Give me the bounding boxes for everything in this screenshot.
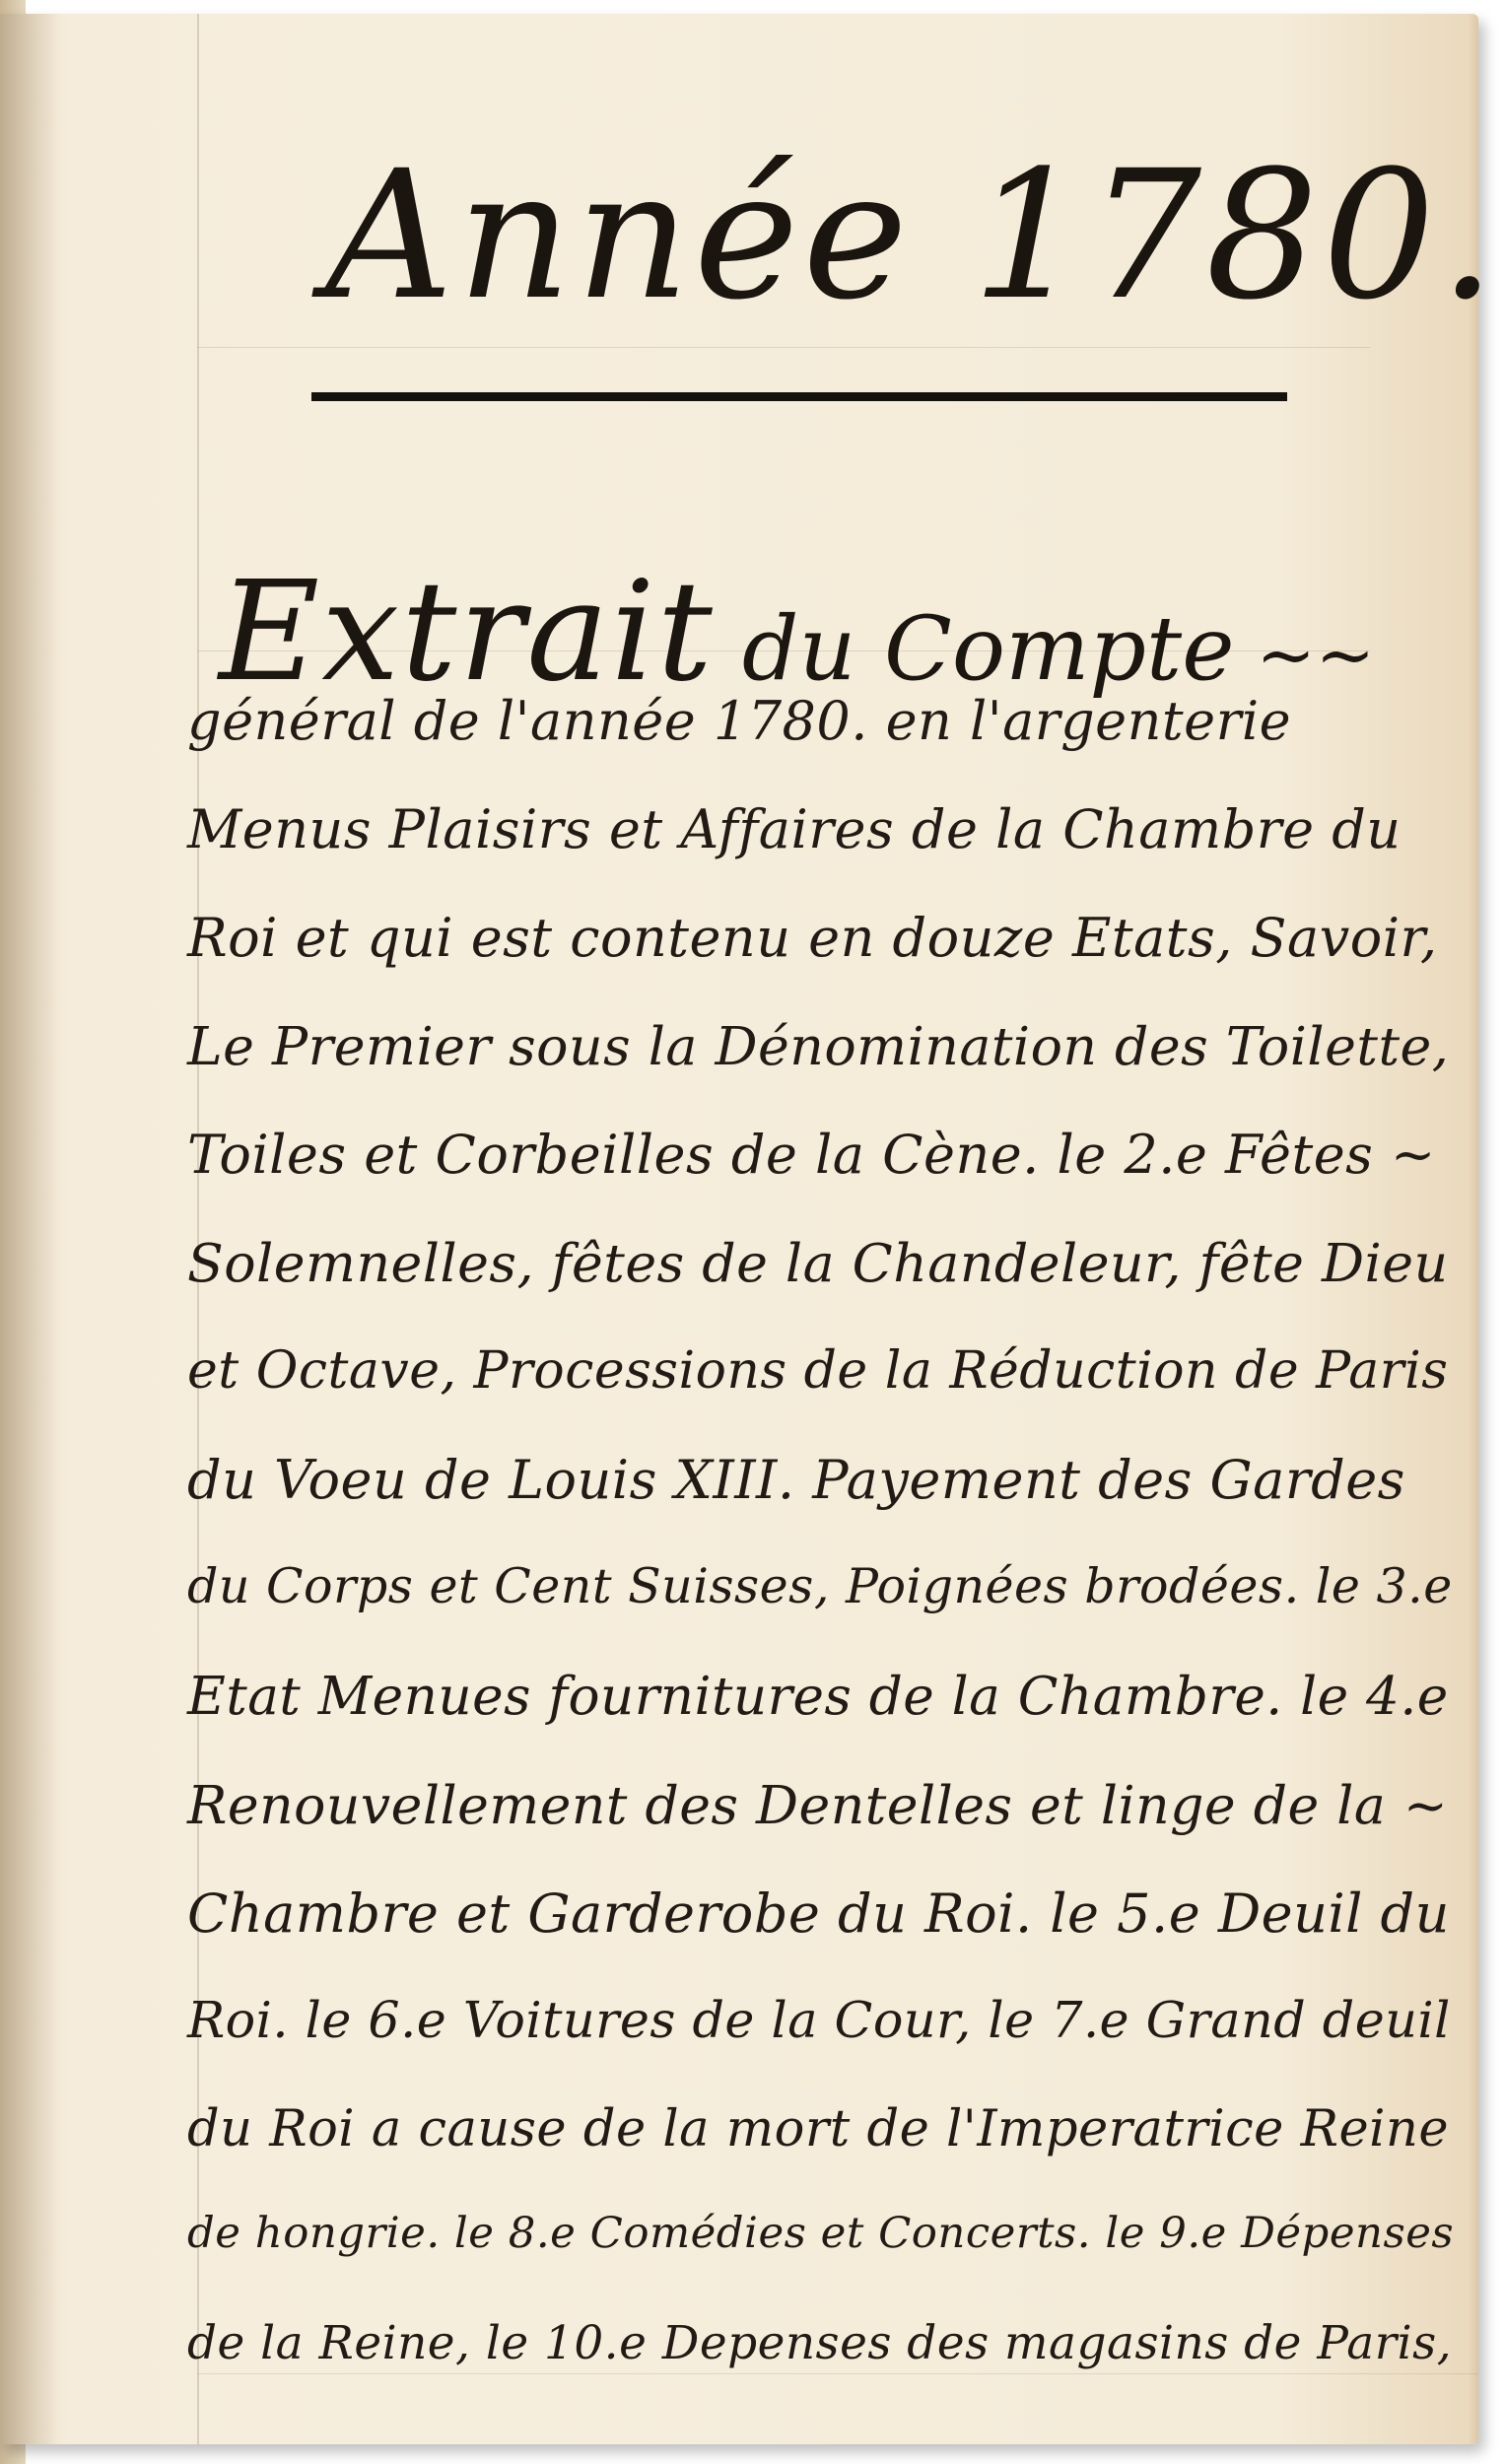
text-line: Toiles et Corbeilles de la Cène. le 2.e Fêtes ~ — [187, 1124, 1436, 1186]
text-line: du Roi a cause de la mort de l'Imperatrice Reine — [187, 2100, 1449, 2158]
text-line: Le Premier sous la Dénomination des Toilette, — [187, 1015, 1450, 1077]
text-line: Menus Plaisirs et Affaires de la Chambre du — [187, 798, 1401, 860]
text-line: de hongrie. le 8.e Comédies et Concerts. le 9.e Dépenses — [187, 2209, 1455, 2258]
text-line: Solemnelles, fêtes de la Chandeleur, fête Dieu — [187, 1232, 1449, 1294]
text-line: Roi. le 6.e Voitures de la Cour, le 7.e Grand deuil — [187, 1991, 1451, 2049]
left-margin-rule — [197, 14, 199, 2444]
bottom-margin-rule — [197, 2373, 1478, 2374]
text-line: Etat Menues fournitures de la Chambre. le 4.e — [187, 1666, 1449, 1727]
title-guide-line — [197, 347, 1370, 348]
heading-du-compte: du Compte — [741, 597, 1235, 701]
text-line: du Corps et Cent Suisses, Poignées brodées. le 3.e — [187, 1558, 1453, 1614]
text-line: Chambre et Garderobe du Roi. le 5.e Deuil du — [187, 1882, 1450, 1945]
title-underline — [311, 392, 1287, 401]
text-line: et Octave, Processions de la Réduction de Paris — [187, 1341, 1449, 1401]
text-line: du Voeu de Louis XIII. Payement des Gardes — [187, 1449, 1405, 1511]
section-heading — [219, 552, 1375, 713]
heading-extrait: Extrait — [219, 552, 715, 713]
heading-flourish: ~~ — [1256, 613, 1376, 696]
text-line: général de l'année 1780. en l'argenterie — [187, 690, 1292, 752]
text-line: Renouvellement des Dentelles et linge de la ~ — [187, 1774, 1449, 1836]
text-line: Roi et qui est contenu en douze Etats, Savoir, — [187, 907, 1438, 969]
page-title: Année 1780. — [325, 133, 1500, 339]
text-line: de la Reine, le 10.e Depenses des magasins de Paris, — [187, 2316, 1453, 2370]
manuscript-page — [0, 14, 1478, 2444]
